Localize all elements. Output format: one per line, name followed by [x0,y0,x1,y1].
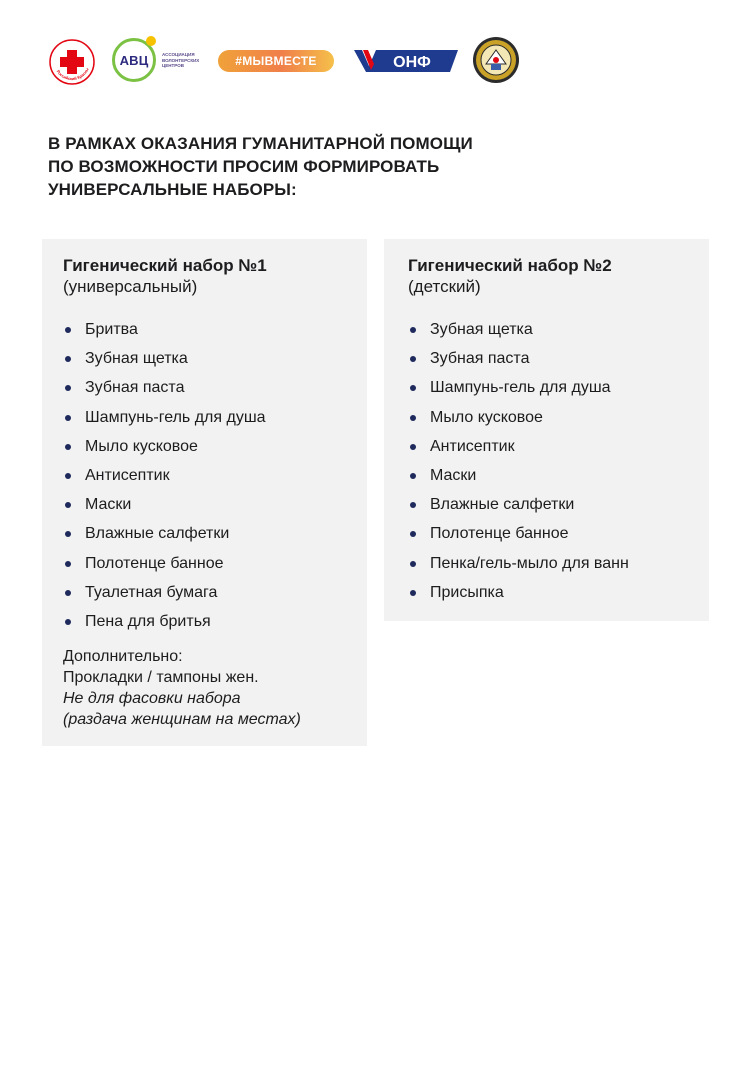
kit-2-subtitle: (детский) [408,277,481,296]
bullet-icon [410,385,416,391]
list-item [408,373,709,402]
bullet-icon [410,561,416,567]
list-item-label: Мыло кусковое [85,437,198,455]
my-vmeste-logo-text: #МЫВМЕСТЕ [235,54,317,68]
bullet-icon [410,444,416,450]
red-cross-logo [48,38,96,86]
headline-line-1: В РАМКАХ ОКАЗАНИЯ ГУМАНИТАРНОЙ ПОМОЩИ [48,134,473,153]
list-item-label: Полотенце банное [85,554,224,572]
list-item-label: Антисептик [85,466,170,484]
hygiene-kit-1-card [42,239,367,746]
list-item [408,344,709,373]
list-item-label: Туалетная бумага [85,583,218,601]
bullet-icon [410,531,416,537]
list-item-label: Маски [430,466,477,484]
list-item [408,461,709,490]
bullet-icon [410,356,416,362]
bullet-icon [65,444,71,450]
avc-logo [112,38,212,86]
list-item-label: Антисептик [430,437,515,455]
bullet-icon [65,327,71,333]
list-item [408,432,709,461]
list-item [63,315,367,344]
list-item [63,432,367,461]
additional-label: Дополнительно: [63,648,183,666]
bullet-icon [65,473,71,479]
kit-1-item-list [63,315,367,636]
list-item-label: Зубная паста [430,350,530,368]
list-item [63,519,367,548]
page-headline [48,132,668,201]
emblem-seal-logo [472,36,520,84]
bullet-icon [65,619,71,625]
kit-1-subtitle: (универсальный) [63,277,198,296]
bullet-icon [410,502,416,508]
additional-note-2: (раздача женщинам на местах) [63,711,301,729]
onf-logo-text: ОНФ [393,54,431,71]
onf-logo [354,46,458,76]
kit-2-title: Гигенический набор №2 [408,256,612,275]
avc-logo-subtitle: АССОЦИАЦИЯ ВОЛОНТЕРСКИХ ЦЕНТРОВ [162,52,200,68]
bullet-icon [65,531,71,537]
list-item [63,373,367,402]
red-cross-logo-text: Российский Красны [55,66,90,82]
list-item-label: Шампунь-гель для душа [430,379,611,397]
headline-line-2: ПО ВОЗМОЖНОСТИ ПРОСИМ ФОРМИРОВАТЬ [48,157,440,176]
list-item [408,403,709,432]
list-item-label: Влажные салфетки [85,525,230,543]
headline-line-3: УНИВЕРСАЛЬНЫЕ НАБОРЫ: [48,180,297,199]
list-item-label: Мыло кусковое [430,408,543,426]
list-item [63,461,367,490]
partner-logos [48,36,528,88]
bullet-icon [410,473,416,479]
bullet-icon [65,590,71,596]
list-item-label: Пенка/гель-мыло для ванн [430,554,629,572]
list-item [63,403,367,432]
list-item-label: Полотенце банное [430,525,569,543]
list-item-label: Зубная щетка [85,350,188,368]
list-item [408,519,709,548]
list-item [63,578,367,607]
bullet-icon [65,502,71,508]
list-item [63,344,367,373]
list-item [408,315,709,344]
my-vmeste-logo [218,50,334,72]
list-item-label: Зубная щетка [430,321,533,338]
bullet-icon [410,327,416,333]
avc-dot-icon [146,36,156,46]
kit-1-title: Гигенический набор №1 [63,256,267,275]
list-item [63,490,367,519]
additional-note-1: Не для фасовки набора [63,690,241,708]
bullet-icon [65,385,71,391]
list-item-label: Влажные салфетки [430,496,575,514]
bullet-icon [410,590,416,596]
list-item-label: Зубная паста [85,379,185,397]
bullet-icon [410,415,416,421]
list-item-label: Маски [85,496,132,514]
bullet-icon [65,561,71,567]
list-item [63,549,367,578]
kit-1-additional [63,646,367,730]
list-item [408,549,709,578]
list-item [408,578,709,607]
list-item-label: Пена для бритья [85,612,211,630]
bullet-icon [65,356,71,362]
additional-item: Прокладки / тампоны жен. [63,669,259,687]
list-item [408,490,709,519]
avc-logo-text: АВЦ [119,52,149,68]
kit-2-item-list [408,315,709,607]
bullet-icon [65,415,71,421]
list-item-label: Бритва [85,321,138,338]
hygiene-kit-2-card [384,239,709,621]
list-item-label: Присыпка [430,583,504,601]
list-item-label: Шампунь-гель для душа [85,408,266,426]
list-item [63,607,367,636]
